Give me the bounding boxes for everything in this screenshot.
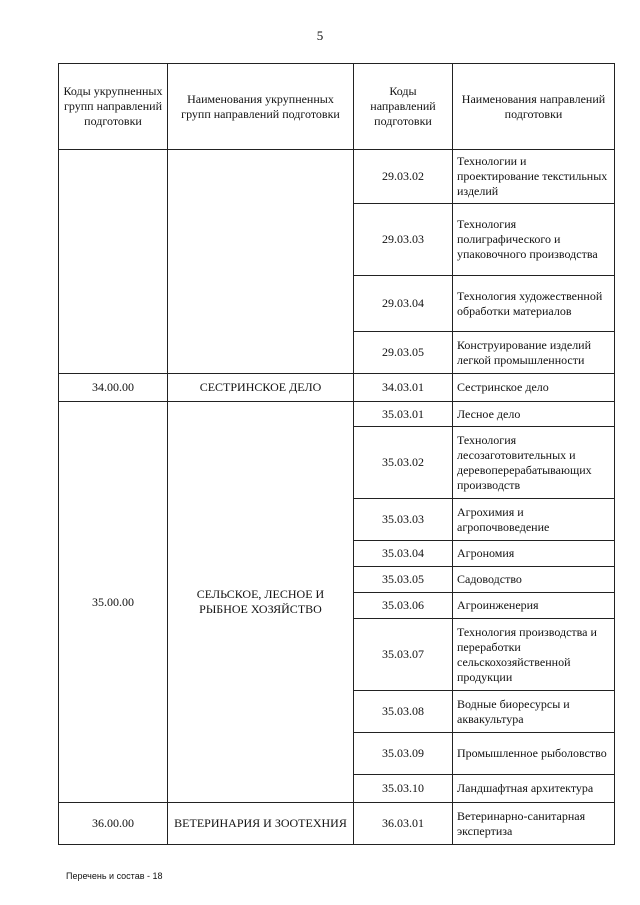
direction-code: 29.03.03 (354, 204, 453, 276)
header-group-codes: Коды укрупненных групп направлений подготовки (59, 64, 168, 150)
group-code: 36.00.00 (59, 803, 168, 845)
direction-code: 29.03.04 (354, 276, 453, 332)
table-row (59, 402, 615, 427)
header-direction-names: Наименования направлений подготовки (453, 64, 615, 150)
direction-code: 35.03.01 (354, 402, 453, 427)
table-row (59, 150, 615, 204)
direction-name: Технология художественной обработки материалов (453, 276, 615, 332)
direction-code: 34.03.01 (354, 374, 453, 402)
table-row (59, 803, 615, 845)
document-footer: Перечень и состав - 18 (66, 871, 163, 881)
group-code: 34.00.00 (59, 374, 168, 402)
direction-name: Агрономия (453, 541, 615, 567)
group-code: 35.00.00 (59, 402, 168, 803)
header-group-names: Наименования укрупненных групп направлений подготовки (168, 64, 354, 150)
direction-code: 35.03.04 (354, 541, 453, 567)
direction-name: Ветеринарно-санитарная экспертиза (453, 803, 615, 845)
direction-name: Лесное дело (453, 402, 615, 427)
page-number: 5 (316, 28, 324, 43)
direction-name: Садоводство (453, 567, 615, 593)
table-row (59, 374, 615, 402)
direction-name: Конструирование изделий легкой промышленности (453, 332, 615, 374)
group-name: СЕЛЬСКОЕ, ЛЕСНОЕ И РЫБНОЕ ХОЗЯЙСТВО (168, 402, 354, 803)
direction-code: 35.03.03 (354, 499, 453, 541)
direction-code: 29.03.02 (354, 150, 453, 204)
direction-name: Сестринское дело (453, 374, 615, 402)
direction-code: 35.03.08 (354, 691, 453, 733)
direction-code: 36.03.01 (354, 803, 453, 845)
direction-name: Агроинженерия (453, 593, 615, 619)
group-code (59, 150, 168, 374)
direction-code: 29.03.05 (354, 332, 453, 374)
group-name: ВЕТЕРИНАРИЯ И ЗООТЕХНИЯ (168, 803, 354, 845)
direction-name: Промышленное рыболовство (453, 733, 615, 775)
group-name (168, 150, 354, 374)
header-direction-codes: Коды направлений подготовки (354, 64, 453, 150)
direction-name: Агрохимия и агропочвоведение (453, 499, 615, 541)
direction-code: 35.03.10 (354, 775, 453, 803)
direction-name: Технология полиграфического и упаковочного производства (453, 204, 615, 276)
group-name: СЕСТРИНСКОЕ ДЕЛО (168, 374, 354, 402)
table-header-row (59, 64, 615, 150)
direction-code: 35.03.05 (354, 567, 453, 593)
direction-name: Технологии и проектирование текстильных изделий (453, 150, 615, 204)
direction-name: Ландшафтная архитектура (453, 775, 615, 803)
direction-code: 35.03.07 (354, 619, 453, 691)
direction-name: Технология производства и переработки сельскохозяйственной продукции (453, 619, 615, 691)
direction-name: Технология лесозаготовительных и деревоперерабатывающих производств (453, 427, 615, 499)
direction-code: 35.03.02 (354, 427, 453, 499)
direction-code: 35.03.06 (354, 593, 453, 619)
direction-code: 35.03.09 (354, 733, 453, 775)
direction-name: Водные биоресурсы и аквакультура (453, 691, 615, 733)
directions-table (58, 63, 615, 845)
